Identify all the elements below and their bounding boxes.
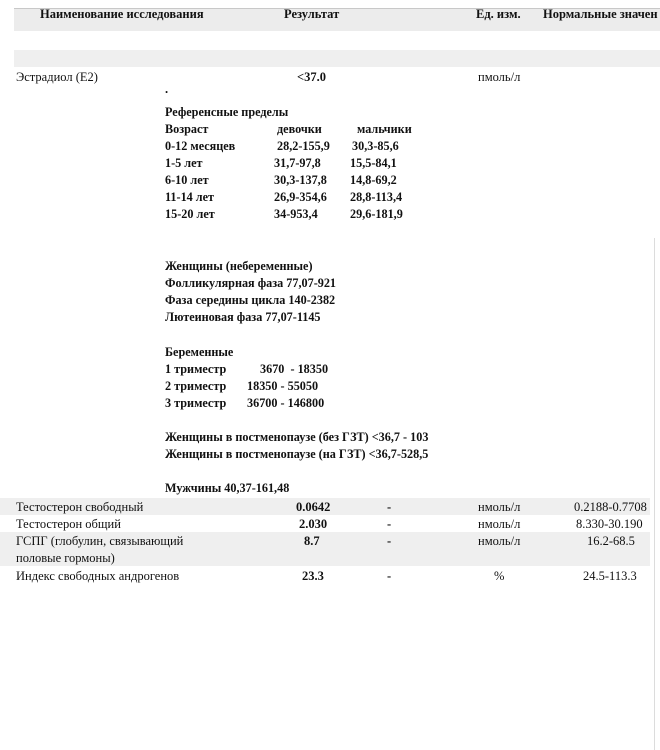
test-result: 2.030 bbox=[299, 517, 328, 531]
test-name: Тестостерон свободный bbox=[16, 500, 144, 514]
ref-row-boys: 15,5-84,1 bbox=[350, 156, 397, 170]
pregnant-title: Беременные bbox=[165, 345, 234, 359]
pregnant-range: 36700 - 146800 bbox=[247, 396, 325, 410]
women-line: Фолликулярная фаза 77,07-921 bbox=[165, 276, 337, 290]
ref-row-boys: 14,8-69,2 bbox=[350, 173, 397, 187]
postmeno-line: Женщины в постменопаузе (без ГЗТ) <36,7 - 103 bbox=[165, 430, 429, 444]
ref-row-girls: 34-953,4 bbox=[274, 207, 318, 221]
pregnant-range: 18350 - 55050 bbox=[247, 379, 319, 393]
test-flag: - bbox=[387, 517, 392, 531]
men-range: Мужчины 40,37-161,48 bbox=[165, 481, 290, 495]
test-name: ГСПГ (глобулин, связывающий bbox=[16, 534, 184, 548]
ref-row-girls: 26,9-354,6 bbox=[274, 190, 327, 204]
ref-row-boys: 30,3-85,6 bbox=[352, 139, 399, 153]
pregnant-label: 2 триместр bbox=[165, 379, 227, 393]
ref-row-boys: 28,8-113,4 bbox=[350, 190, 403, 204]
test-name-continued: половые гормоны) bbox=[16, 551, 115, 565]
test-flag: - bbox=[387, 534, 392, 548]
ref-row-age: 1-5 лет bbox=[165, 156, 203, 170]
ref-row-girls: 28,2-155,9 bbox=[277, 139, 330, 153]
test-name: Тестостерон общий bbox=[16, 517, 121, 531]
test-unit: нмоль/л bbox=[478, 500, 521, 514]
pregnant-label: 1 триместр bbox=[165, 362, 227, 376]
estradiol-unit: пмоль/л bbox=[478, 70, 521, 84]
reference-col-age: Возраст bbox=[165, 122, 209, 136]
ref-row-girls: 30,3-137,8 bbox=[274, 173, 327, 187]
test-unit: % bbox=[494, 569, 505, 583]
pregnant-range: 3670 - 18350 bbox=[260, 362, 329, 376]
ref-row-girls: 31,7-97,8 bbox=[274, 156, 321, 170]
test-result: 0.0642 bbox=[296, 500, 331, 514]
test-result: 23.3 bbox=[302, 569, 324, 583]
ref-row-age: 11-14 лет bbox=[165, 190, 215, 204]
women-line: Лютеиновая фаза 77,07-1145 bbox=[165, 310, 321, 324]
edge-divider bbox=[654, 238, 655, 750]
estradiol-dot: . bbox=[165, 82, 169, 96]
test-norm: 0.2188-0.7708 bbox=[574, 500, 647, 514]
test-name: Индекс свободных андрогенов bbox=[16, 569, 180, 583]
test-unit: нмоль/л bbox=[478, 534, 521, 548]
postmeno-line: Женщины в постменопаузе (на ГЗТ) <36,7-528,5 bbox=[165, 447, 429, 461]
reference-title: Референсные пределы bbox=[165, 105, 289, 119]
header-norm: Нормальные значен bbox=[543, 7, 658, 21]
reference-col-girls: девочки bbox=[277, 122, 322, 136]
ref-row-age: 15-20 лет bbox=[165, 207, 215, 221]
reference-col-boys: мальчики bbox=[357, 122, 412, 136]
pregnant-label: 3 триместр bbox=[165, 396, 227, 410]
women-title: Женщины (небеременные) bbox=[165, 259, 313, 273]
test-norm: 16.2-68.5 bbox=[587, 534, 635, 548]
estradiol-result: <37.0 bbox=[297, 70, 326, 84]
ref-row-age: 6-10 лет bbox=[165, 173, 209, 187]
test-norm: 24.5-113.3 bbox=[583, 569, 637, 583]
test-unit: нмоль/л bbox=[478, 517, 521, 531]
header-name: Наименование исследования bbox=[40, 7, 204, 21]
test-norm: 8.330-30.190 bbox=[576, 517, 643, 531]
test-result: 8.7 bbox=[304, 534, 320, 548]
ref-row-boys: 29,6-181,9 bbox=[350, 207, 403, 221]
header-unit: Ед. изм. bbox=[476, 7, 521, 21]
estradiol-name: Эстрадиол (E2) bbox=[16, 70, 98, 84]
section-band bbox=[14, 50, 660, 67]
ref-row-age: 0-12 месяцев bbox=[165, 139, 236, 153]
women-line: Фаза середины цикла 140-2382 bbox=[165, 293, 336, 307]
test-flag: - bbox=[387, 569, 392, 583]
test-flag: - bbox=[387, 500, 392, 514]
header-result: Результат bbox=[284, 7, 340, 21]
